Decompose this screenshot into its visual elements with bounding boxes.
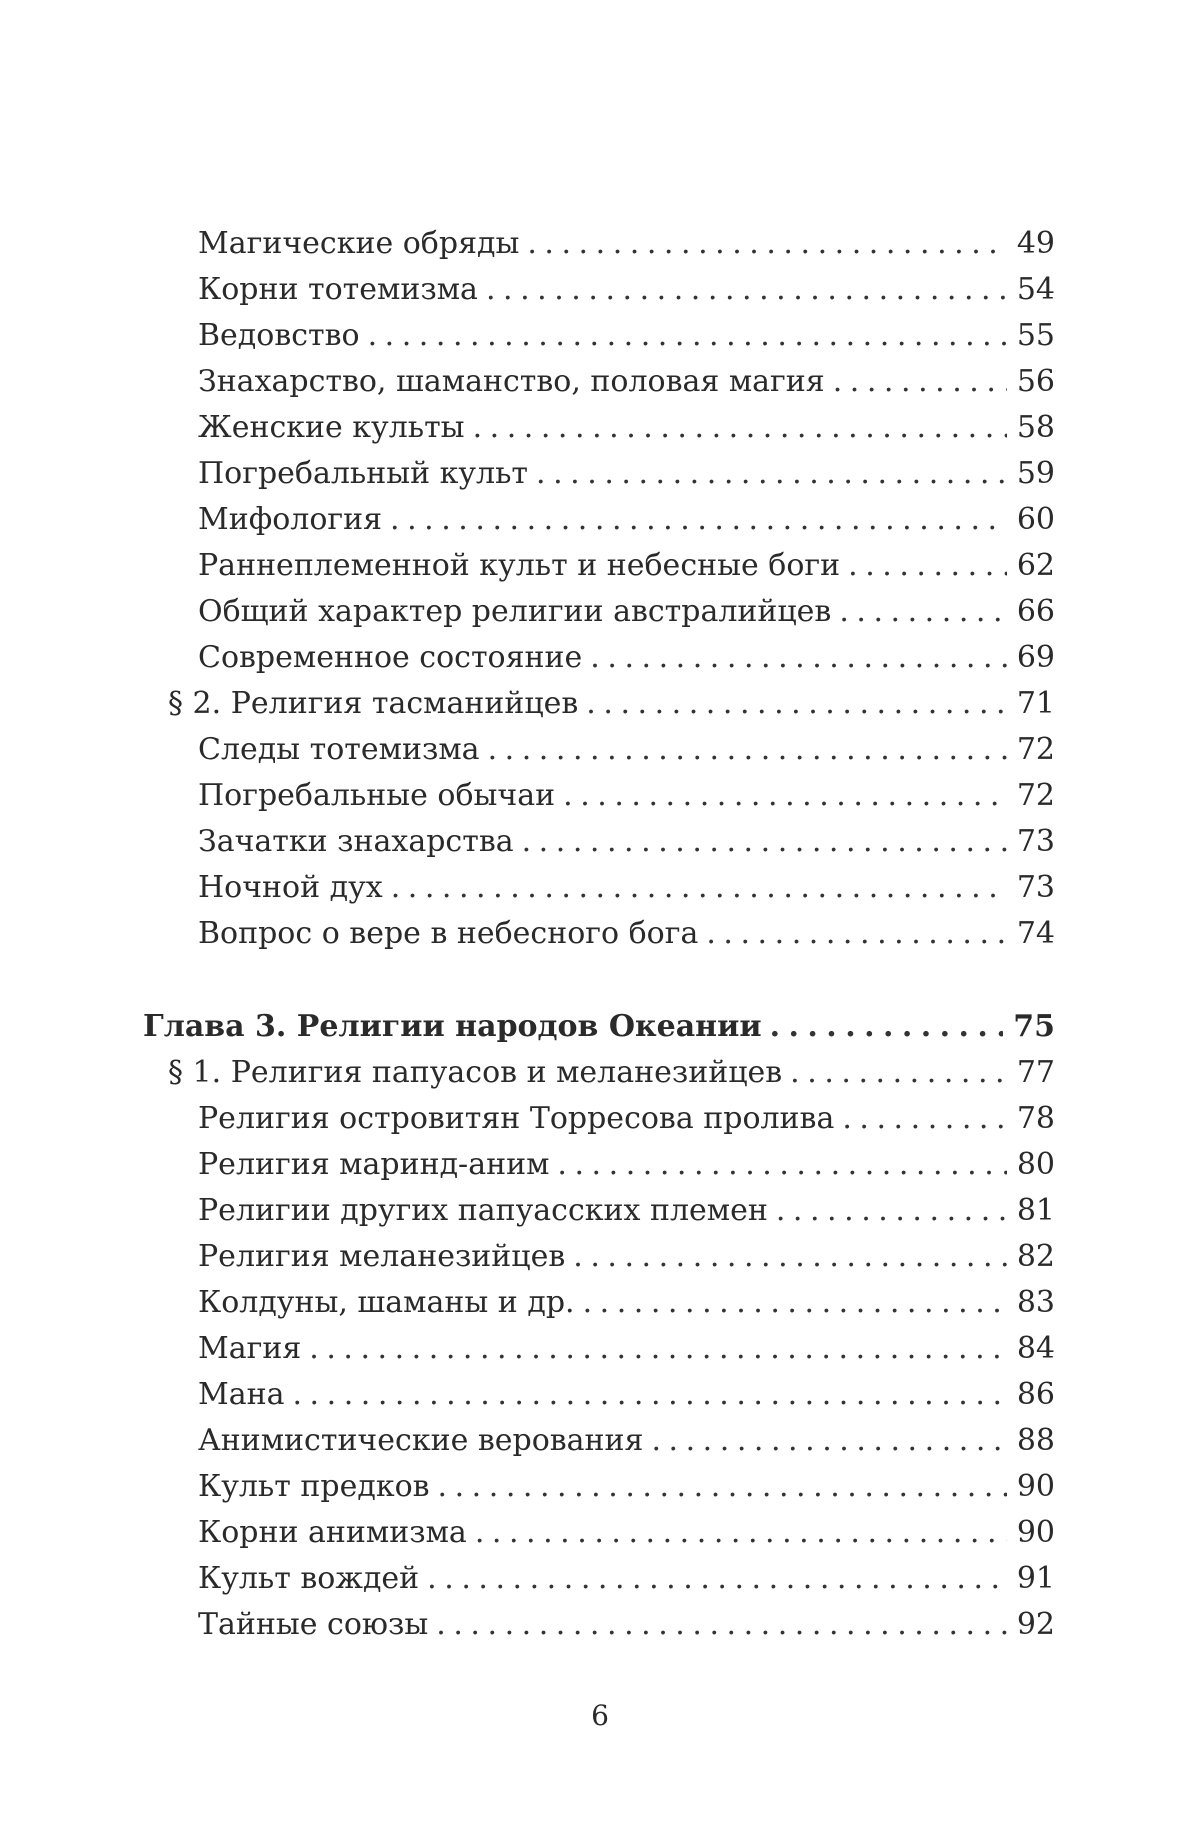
toc-entry [198, 819, 1055, 865]
toc-entry-page: 91 [1016, 1561, 1055, 1596]
dot-leader [770, 1004, 1004, 1050]
toc-entry-page: 54 [1016, 272, 1055, 307]
toc-entry-page: 72 [1016, 778, 1055, 813]
dot-leader [706, 911, 1006, 957]
dot-leader [527, 221, 1006, 267]
dot-leader [790, 1050, 1007, 1096]
toc-entry-page: 71 [1016, 686, 1055, 721]
toc-entry-title: § 1. Религия папуасов и меланезийцев [168, 1055, 783, 1090]
toc-entry-page: 59 [1016, 456, 1055, 491]
dot-leader [573, 1234, 1007, 1280]
dot-leader [427, 1556, 1007, 1602]
toc-entry-title: Религия островитян Торресова пролива [198, 1101, 835, 1136]
toc-entry [198, 1188, 1055, 1234]
toc-entry [198, 543, 1055, 589]
toc-entry-page: 58 [1016, 410, 1055, 445]
toc-entry-page: 73 [1016, 870, 1055, 905]
dot-leader [557, 1142, 1006, 1188]
toc-entry-title: Ночной дух [198, 870, 383, 905]
dot-leader [368, 313, 1007, 359]
toc-entry-page: 62 [1016, 548, 1055, 583]
toc-entry-page: 86 [1016, 1377, 1055, 1412]
dot-leader [391, 865, 1007, 911]
toc-entry-title: Погребальный культ [198, 456, 529, 491]
dot-leader [473, 405, 1007, 451]
toc-entry-page: 66 [1016, 594, 1055, 629]
toc-section-entry [168, 681, 1055, 727]
toc-entry-title: Раннеплеменной культ и небесные боги [198, 548, 841, 583]
dot-leader [842, 1096, 1006, 1142]
toc-entry [198, 1326, 1055, 1372]
toc-entry-title: Культ предков [198, 1469, 430, 1504]
dot-leader [292, 1372, 1006, 1418]
chapter-title: Глава 3. Религии народов Океании [143, 1009, 762, 1044]
toc-entry-title: Знахарство, шаманство, половая магия [198, 364, 825, 399]
toc-entry-title: Женские культы [198, 410, 465, 445]
dot-leader [651, 1418, 1006, 1464]
toc-entry [198, 1418, 1055, 1464]
toc-entry-page: 90 [1016, 1469, 1055, 1504]
dot-leader [848, 543, 1007, 589]
dot-leader [590, 635, 1007, 681]
toc-entry-title: Мана [198, 1377, 285, 1412]
toc-entry [198, 313, 1055, 359]
toc-entry-page: 82 [1016, 1239, 1055, 1274]
toc-entry-title: Мифология [198, 502, 383, 537]
toc-entry-page: 56 [1016, 364, 1055, 399]
toc-entry-title: Ведовство [198, 318, 360, 353]
toc-entry [198, 1602, 1055, 1648]
toc-entry-page: 83 [1016, 1285, 1055, 1320]
toc-entry [198, 1556, 1055, 1602]
chapter-page: 75 [1013, 1009, 1055, 1044]
toc-entry-title: Религия маринд-аним [198, 1147, 550, 1182]
dot-leader [488, 727, 1007, 773]
toc-entry-title: Культ вождей [198, 1561, 420, 1596]
toc-chapter-entry [143, 1004, 1055, 1050]
toc-entry [198, 911, 1055, 957]
toc-entry-title: Религии других папуасских племен [198, 1193, 768, 1228]
toc-entry-page: 90 [1016, 1515, 1055, 1550]
toc-entry-title: Корни тотемизма [198, 272, 478, 307]
toc-entry-title: Общий характер религии австралийцев [198, 594, 832, 629]
toc-entry [198, 497, 1055, 543]
toc-entry-title: Анимистические верования [198, 1423, 644, 1458]
toc-entry-title: Тайные союзы [198, 1607, 429, 1642]
toc-entry-title: Колдуны, шаманы и др. [198, 1285, 575, 1320]
dot-leader [309, 1326, 1007, 1372]
toc-entry [198, 267, 1055, 313]
toc-entry [198, 589, 1055, 635]
toc-entry [198, 451, 1055, 497]
dot-leader [586, 681, 1007, 727]
dot-leader [776, 1188, 1007, 1234]
toc-entry [198, 405, 1055, 451]
dot-leader [438, 1464, 1007, 1510]
toc-entry-page: 74 [1016, 916, 1055, 951]
toc-entry-page: 60 [1016, 502, 1055, 537]
dot-leader [522, 819, 1007, 865]
toc-entry-page: 49 [1016, 226, 1055, 261]
toc-entry-title: Религия меланезийцев [198, 1239, 566, 1274]
toc-entry-page: 84 [1016, 1331, 1055, 1366]
toc-entry-page: 81 [1016, 1193, 1055, 1228]
dot-leader [583, 1280, 1007, 1326]
toc-entry [198, 1234, 1055, 1280]
toc-entry-page: 55 [1016, 318, 1055, 353]
toc-entry-title: § 2. Религия тасманийцев [168, 686, 579, 721]
toc-entry-page: 73 [1016, 824, 1055, 859]
toc-entry [198, 1464, 1055, 1510]
toc-entry-page: 78 [1016, 1101, 1055, 1136]
toc-entry [198, 865, 1055, 911]
toc-entry-title: Погребальные обычаи [198, 778, 556, 813]
dot-leader [536, 451, 1007, 497]
toc-entry [198, 1280, 1055, 1326]
toc-entry-title: Зачатки знахарства [198, 824, 514, 859]
dot-leader [839, 589, 1007, 635]
page-number: 6 [591, 1699, 609, 1732]
toc-entry [198, 635, 1055, 681]
toc-entry-page: 80 [1016, 1147, 1055, 1182]
toc-section-entry [168, 1050, 1055, 1096]
dot-leader [563, 773, 1007, 819]
toc-entry-title: Вопрос о вере в небесного бога [198, 916, 699, 951]
toc-entry-title: Магия [198, 1331, 302, 1366]
toc-entry [198, 773, 1055, 819]
toc-entry-page: 72 [1016, 732, 1055, 767]
toc-entry-page: 92 [1016, 1607, 1055, 1642]
dot-leader [486, 267, 1007, 313]
dot-leader [833, 359, 1007, 405]
dot-leader [390, 497, 1007, 543]
toc-entry [198, 1372, 1055, 1418]
toc-entry [198, 1096, 1055, 1142]
toc-entry [198, 1142, 1055, 1188]
toc-entry [198, 1510, 1055, 1556]
toc-entry-title: Следы тотемизма [198, 732, 480, 767]
dot-leader [475, 1510, 1007, 1556]
toc-entry [198, 727, 1055, 773]
toc-entry-page: 77 [1016, 1055, 1055, 1090]
toc-entry-title: Современное состояние [198, 640, 583, 675]
dot-leader [436, 1602, 1007, 1648]
toc-entry [198, 359, 1055, 405]
toc-entry [198, 221, 1055, 267]
toc-entry-title: Магические обряды [198, 226, 520, 261]
toc-entry-page: 88 [1016, 1423, 1055, 1458]
toc-entry-title: Корни анимизма [198, 1515, 467, 1550]
toc-entry-page: 69 [1016, 640, 1055, 675]
